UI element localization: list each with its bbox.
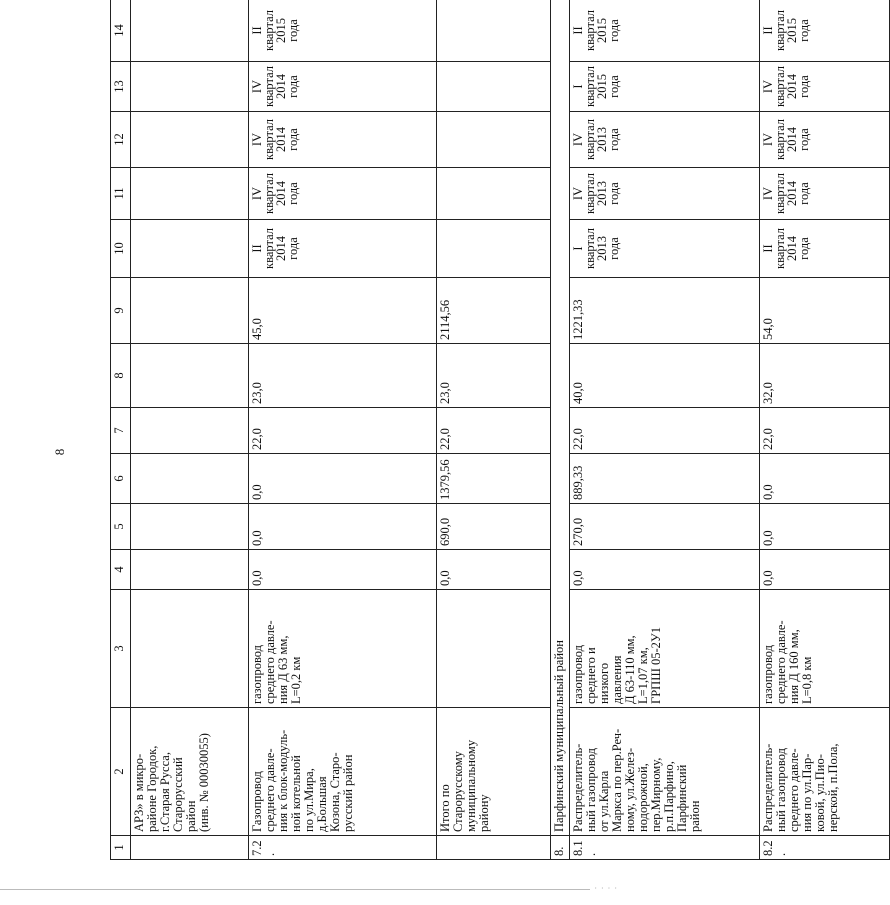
section-row	[551, 0, 570, 860]
table-cell	[131, 112, 249, 168]
column-number: 13	[111, 62, 131, 112]
column-number: 11	[111, 168, 131, 220]
table-cell: IV квартал 2013 года	[570, 112, 760, 168]
rotated-page-content	[110, 0, 840, 860]
footer-rule	[0, 889, 590, 890]
table-cell: Распределитель- ный газопровод среднего давле- ния по ул.Пар- ковой, ул.Пио- нерской, п.Пола,	[760, 708, 890, 836]
column-number: 4	[111, 550, 131, 590]
section-title: Парфинский муниципальный район	[551, 0, 570, 836]
table-cell: IV квартал 2014 года	[760, 112, 890, 168]
table-cell: 1379,56	[437, 454, 551, 504]
table-cell: АРЗ» в микро- районе Городок, г.Старая Русса, Старорусский район (инв. № 00030055)	[131, 708, 249, 836]
column-number: 7	[111, 408, 131, 454]
table-cell: 23,0	[249, 344, 437, 408]
table-cell: газопровод среднего и низкого давления Д 63-110 мм, L=1,07 км, ГРПШ 05-2У1	[570, 590, 760, 708]
column-number: 9	[111, 278, 131, 344]
table-cell: 2114,56	[437, 278, 551, 344]
table-cell: IV квартал 2014 года	[249, 62, 437, 112]
table-cell: 22,0	[570, 408, 760, 454]
table-cell: газопровод среднего давле- ния Д 63 мм, L=0,2 км	[249, 590, 437, 708]
table-cell: 0,0	[760, 550, 890, 590]
table-cell: Распределитель- ный газопровод от ул.Карла Маркса по пер.Реч- ному, ул.Желез- нодорожной, пер.Мирному, р.п.Парфино, Парфинский район	[570, 708, 760, 836]
column-number: 3	[111, 590, 131, 708]
table-cell: 0,0	[760, 504, 890, 550]
table-cell: 0,0	[249, 550, 437, 590]
footer-marks: · · · ·	[594, 884, 618, 893]
table-cell: IV квартал 2013 года	[570, 168, 760, 220]
table-cell: II квартал 2014 года	[249, 220, 437, 278]
table-cell	[437, 220, 551, 278]
table-cell: 22,0	[760, 408, 890, 454]
table-row	[131, 0, 249, 860]
table-cell: 32,0	[760, 344, 890, 408]
table-cell: Газопровод среднего давле- ния к блок-модуль- ной котельной по ул.Мира, д.Большая Козона, Старо- русский район	[249, 708, 437, 836]
table-cell	[131, 550, 249, 590]
column-number: 5	[111, 504, 131, 550]
table-cell: I квартал 2013 года	[570, 220, 760, 278]
table-cell: 690,0	[437, 504, 551, 550]
table-cell	[131, 504, 249, 550]
column-number: 10	[111, 220, 131, 278]
table-cell	[131, 590, 249, 708]
table-cell	[131, 278, 249, 344]
table-cell	[437, 836, 551, 860]
table-cell: 889,33	[570, 454, 760, 504]
table-cell: II квартал 2015 года	[570, 0, 760, 62]
table-cell: IV квартал 2014 года	[249, 112, 437, 168]
table-cell: IV квартал 2014 года	[760, 62, 890, 112]
table-cell: IV квартал 2014 года	[760, 168, 890, 220]
table-cell	[437, 112, 551, 168]
table-cell: 8.1.	[570, 836, 760, 860]
table-cell: 0,0	[437, 550, 551, 590]
column-number: 12	[111, 112, 131, 168]
table-cell: газопровод среднего давле- ния Д 160 мм, L=0,8 км	[760, 590, 890, 708]
table-cell: 40,0	[570, 344, 760, 408]
investment-program-table	[110, 0, 890, 860]
table-cell: 22,0	[249, 408, 437, 454]
table-cell	[131, 344, 249, 408]
table-row	[249, 0, 437, 860]
table-cell: II квартал 2015 года	[249, 0, 437, 62]
table-cell: Итого по Старорусскому муниципальному району	[437, 708, 551, 836]
table-cell: I квартал 2015 года	[570, 62, 760, 112]
column-number-row	[111, 0, 131, 860]
table-cell: II квартал 2015 года	[760, 0, 890, 62]
column-number: 1	[111, 836, 131, 860]
table-cell: 0,0	[249, 504, 437, 550]
table-cell: 7.2.	[249, 836, 437, 860]
table-cell: 0,0	[760, 454, 890, 504]
table-cell: 1221,33	[570, 278, 760, 344]
table-cell	[437, 168, 551, 220]
table-cell: II квартал 2014 года	[760, 220, 890, 278]
table-row	[570, 0, 760, 860]
table-cell	[437, 0, 551, 62]
table-cell: 270,0	[570, 504, 760, 550]
table-row	[760, 0, 890, 860]
table-cell: 23,0	[437, 344, 551, 408]
table-cell	[131, 408, 249, 454]
table-cell: IV квартал 2014 года	[249, 168, 437, 220]
table-cell: 45,0	[249, 278, 437, 344]
table-row	[437, 0, 551, 860]
section-number: 8.	[551, 836, 570, 860]
table-cell	[131, 168, 249, 220]
column-number: 6	[111, 454, 131, 504]
table-cell	[131, 62, 249, 112]
table-cell	[131, 836, 249, 860]
column-number: 2	[111, 708, 131, 836]
table-cell	[437, 62, 551, 112]
table-cell: 22,0	[437, 408, 551, 454]
column-number: 14	[111, 0, 131, 62]
table-cell: 0,0	[249, 454, 437, 504]
table-cell: 0,0	[570, 550, 760, 590]
table-cell	[131, 0, 249, 62]
table-cell: 54,0	[760, 278, 890, 344]
table-cell	[131, 220, 249, 278]
table-cell: 8.2.	[760, 836, 890, 860]
table-cell	[437, 590, 551, 708]
page-number: 8	[52, 448, 67, 456]
table-cell	[131, 454, 249, 504]
column-number: 8	[111, 344, 131, 408]
